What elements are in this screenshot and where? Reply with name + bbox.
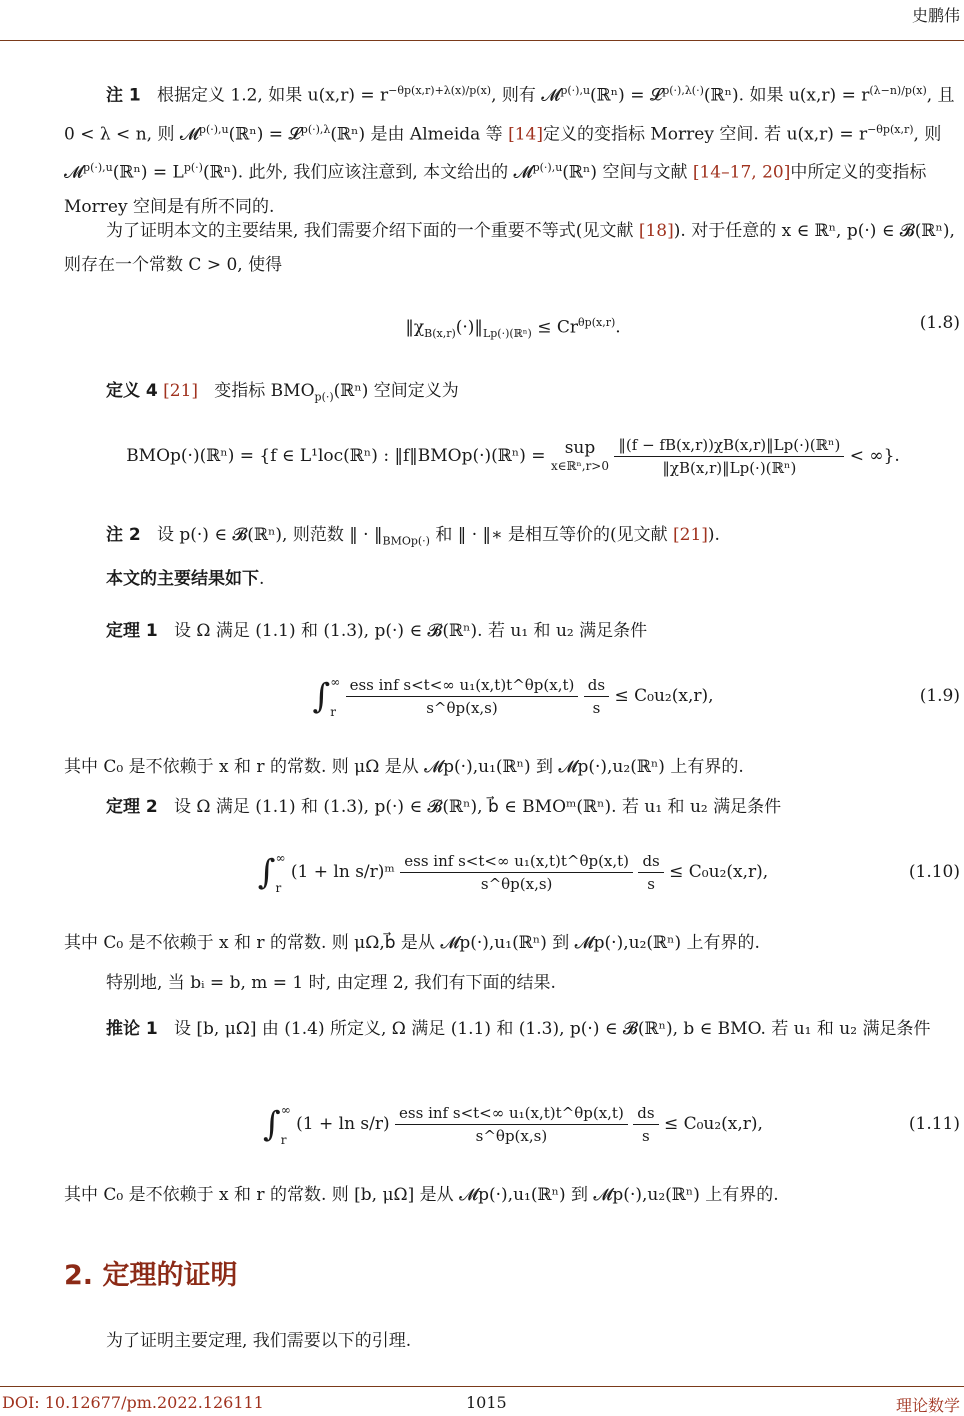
integral-limits <box>330 667 340 727</box>
equation-1-10 <box>64 840 962 910</box>
equation-number: (1.10) <box>908 862 960 882</box>
remark-1-sup-11: p(·),u <box>532 161 563 175</box>
equation-1-9 <box>64 664 962 734</box>
theorem-2-text: 设 Ω 满足 (1.1) 和 (1.3), p(·) ∈ 𝓑(ℝⁿ), b⃗ ∈ BMOᵐ(ℝⁿ). 若 u₁ 和 u₂ 满足条件 <box>173 797 782 817</box>
definition-4-text-2: (ℝⁿ) 空间定义为 <box>333 381 459 401</box>
equation-1-8 <box>64 308 962 378</box>
equation-bmo-definition <box>64 428 962 492</box>
remark-1-text-8: 定义的变指标 Morrey 空间. 若 u(x,r) = r <box>543 124 868 145</box>
eq111-numerator: ess inf s<t<∞ u₁(x,t)t^θp(x,t) <box>395 1102 628 1125</box>
bmo-sup-sub: x∈ℝⁿ,r>0 <box>550 458 609 473</box>
remark-1-text-2: , 则有 𝓜 <box>491 85 561 106</box>
paragraph-inequality-intro <box>64 214 962 282</box>
footer-page-number: 1015 <box>466 1393 507 1412</box>
conclusion-text: 其中 C₀ 是不依赖于 x 和 r 的常数. 则 μΩ,b⃗ 是从 𝓜p(·),u₁(ℝⁿ) 到 𝓜p(·),u₂(ℝⁿ) 上有界的. <box>64 933 760 953</box>
paragraph-text-2: ). 对于任意的 x ∈ ℝⁿ, p(·) ∈ 𝓑(ℝⁿ), 则存在一个常数 C > 0, 使得 <box>64 221 955 275</box>
equation-number: (1.9) <box>919 686 960 706</box>
eq18-mid: (·)‖ <box>455 317 483 338</box>
eq110-rhs: ≤ C₀u₂(x,r), <box>669 862 769 882</box>
remark-1-sup-5: p(·),u <box>198 122 229 136</box>
bmo-end: < ∞}. <box>849 446 900 466</box>
eq19-rhs: ≤ C₀u₂(x,r), <box>614 686 714 706</box>
integral-upper: ∞ <box>280 1102 291 1117</box>
eq110-denominator: s^θp(x,s) <box>480 875 553 893</box>
remark-1-sup-3: p(·),λ(·) <box>662 84 704 97</box>
section-heading: 2. 定理的证明 <box>64 1260 238 1291</box>
eq18-rhs-sup: θp(x,r) <box>578 316 616 329</box>
remark-1-text-11: (ℝⁿ). 此外, 我们应该注意到, 本文给出的 𝓜 <box>202 162 533 183</box>
remark-2-text-2: 和 ‖ · ‖∗ 是相互等价的(见文献 <box>429 525 673 545</box>
eq110-ds-fraction <box>638 850 663 895</box>
corollary-1-label: 推论 1 <box>106 1019 158 1039</box>
equation-number: (1.8) <box>919 313 960 333</box>
remark-2-sub: BMOp(·) <box>382 534 430 548</box>
eq18-lhs-sub: B(x,r) <box>424 327 456 341</box>
remark-2-text-1: 设 p(·) ∈ 𝓑(ℝⁿ), 则范数 ‖ · ‖ <box>156 525 383 545</box>
eq19-ds: ds <box>584 674 609 697</box>
theorem-1-text: 设 Ω 满足 (1.1) 和 (1.3), p(·) ∈ 𝓑(ℝⁿ). 若 u₁ 和 u₂ 满足条件 <box>173 621 648 641</box>
bmo-numerator: ‖(f − fB(x,r))χB(x,r)‖Lp(·)(ℝⁿ) <box>614 434 844 457</box>
eq19-ds-fraction <box>584 674 609 719</box>
integral-upper: ∞ <box>275 850 286 865</box>
bmo-lhs: BMOp(·)(ℝⁿ) = {f ∈ L¹loc(ℝⁿ) : ‖f‖BMOp(·)(ℝⁿ) = <box>126 446 551 466</box>
integral-lower: r <box>275 880 282 895</box>
integral-lower: r <box>330 704 336 719</box>
theorem-2 <box>64 790 962 824</box>
paragraph-text: 为了证明主要定理, 我们需要以下的引理. <box>106 1331 412 1351</box>
theorem-2-conclusion <box>64 926 962 960</box>
conclusion-text: 其中 C₀ 是不依赖于 x 和 r 的常数. 则 [b, μΩ] 是从 𝓜p(·),u₁(ℝⁿ) 到 𝓜p(·),u₂(ℝⁿ) 上有界的. <box>64 1185 779 1205</box>
integral-sign: ∫ <box>312 676 331 717</box>
definition-4-text: 变指标 BMO <box>214 381 315 401</box>
eq18-mid-sub: Lp(·)(ℝⁿ) <box>482 327 532 341</box>
eq111-ds-fraction <box>633 1102 658 1147</box>
citation-link[interactable]: [21] <box>163 381 199 401</box>
remark-1-text-7: (ℝⁿ) 是由 Almeida 等 <box>330 124 509 145</box>
remark-1-text-1: 根据定义 1.2, 如果 u(x,r) = r <box>156 85 389 106</box>
definition-4 <box>64 374 962 414</box>
theorem-1-conclusion <box>64 750 962 784</box>
eq111-denominator: s^θp(x,s) <box>475 1127 548 1145</box>
citation-link[interactable]: [14] <box>508 124 543 145</box>
remark-2 <box>64 518 962 558</box>
conclusion-text: 其中 C₀ 是不依赖于 x 和 r 的常数. 则 μΩ 是从 𝓜p(·),u₁(ℝⁿ) 到 𝓜p(·),u₂(ℝⁿ) 上有界的. <box>64 757 744 777</box>
equation-number: (1.11) <box>908 1114 960 1134</box>
eq18-lhs: ‖χ <box>405 317 425 338</box>
remark-1 <box>64 74 962 224</box>
eq18-rhs: ≤ Cr <box>531 317 579 338</box>
bmo-sup-operator <box>551 439 609 475</box>
definition-4-sub: p(·) <box>314 390 334 404</box>
paragraph-text-1: 为了证明本文的主要结果, 我们需要介绍下面的一个重要不等式(见文献 <box>106 221 639 241</box>
eq19-numerator: ess inf s<t<∞ u₁(x,t)t^θp(x,t) <box>346 674 579 697</box>
integral-sign: ∫ <box>257 852 276 893</box>
eq111-s: s <box>642 1127 650 1145</box>
footer-journal-name[interactable]: 理论数学 <box>895 1396 960 1415</box>
theorem-2-label: 定理 2 <box>106 797 158 817</box>
equation-1-11 <box>64 1092 962 1162</box>
remark-1-sup-4: (λ−n)/p(x) <box>869 84 927 97</box>
corollary-1-text: 设 [b, μΩ] 由 (1.4) 所定义, Ω 满足 (1.1) 和 (1.3), p(·) ∈ 𝓑(ℝⁿ), b ∈ BMO. 若 u₁ 和 u₂ 满足条件 <box>173 1019 931 1039</box>
remark-1-sup-9: p(·),u <box>83 161 113 175</box>
remark-1-text-10: (ℝⁿ) = L <box>112 162 184 183</box>
main-results-bold: 本文的主要结果如下 <box>106 569 259 589</box>
integral-lower: r <box>280 1132 287 1147</box>
bmo-denominator: ‖χB(x,r)‖Lp(·)(ℝⁿ) <box>662 459 797 477</box>
header-rule <box>0 40 964 41</box>
eq110-fraction <box>400 850 633 895</box>
remark-1-text-6: (ℝⁿ) = 𝓛 <box>228 124 301 145</box>
remark-1-sup-8: −θp(x,r) <box>867 122 914 136</box>
eq111-prefactor: (1 + ln s/r) <box>296 1114 390 1134</box>
remark-2-text-3: ). <box>707 525 720 545</box>
eq111-rhs: ≤ C₀u₂(x,r), <box>663 1114 763 1134</box>
eq110-numerator: ess inf s<t<∞ u₁(x,t)t^θp(x,t) <box>400 850 633 873</box>
eq111-ds: ds <box>633 1102 658 1125</box>
remark-1-text-12: (ℝⁿ) 空间与文献 <box>562 162 693 183</box>
eq110-ds: ds <box>638 850 663 873</box>
main-results-tail: . <box>259 569 265 589</box>
special-case-text: 特别地, 当 bᵢ = b, m = 1 时, 由定理 2, 我们有下面的结果. <box>106 973 556 993</box>
special-case-paragraph <box>64 966 962 1000</box>
remark-1-text-9: , 则 𝓜 <box>64 124 942 183</box>
integral-limits <box>276 843 286 903</box>
eq111-fraction <box>395 1102 628 1147</box>
footer-doi-link[interactable]: DOI: 10.12677/pm.2022.126111 <box>2 1393 264 1412</box>
remark-1-sup-6: p(·),λ <box>300 122 331 136</box>
footer-rule <box>0 1386 964 1387</box>
paragraph-lemma-intro <box>64 1324 962 1358</box>
theorem-1 <box>64 614 962 648</box>
definition-4-label: 定义 4 <box>106 381 158 401</box>
eq19-denominator: s^θp(x,s) <box>426 699 498 717</box>
main-results-intro <box>64 562 962 596</box>
remark-1-text-13: 中所定义的变指标 Morrey 空间是有所不同的. <box>64 162 927 217</box>
remark-1-label: 注 1 <box>106 85 141 106</box>
remark-1-sup-1: −θp(x,r)+λ(x)/p(x) <box>388 84 492 97</box>
header-author: 史鹏伟 <box>911 6 960 25</box>
remark-1-sup-10: p(·) <box>183 161 203 175</box>
bmo-fraction <box>614 434 844 479</box>
eq18-end: . <box>615 317 621 338</box>
remark-1-text-5: , 且 0 < λ < n, 则 𝓜 <box>64 85 955 145</box>
corollary-1-conclusion <box>64 1178 962 1212</box>
bmo-sup-text: sup <box>564 437 596 458</box>
integral-limits <box>281 1095 291 1155</box>
integral-upper: ∞ <box>330 674 341 689</box>
citation-link[interactable]: [14–17, 20] <box>692 162 791 183</box>
eq19-fraction <box>346 674 579 719</box>
remark-1-text-4: (ℝⁿ). 如果 u(x,r) = r <box>703 85 870 106</box>
page-header <box>0 0 964 42</box>
eq19-s: s <box>592 699 601 717</box>
corollary-1 <box>64 1012 962 1046</box>
integral-sign: ∫ <box>263 1104 281 1145</box>
citation-link[interactable]: [21] <box>673 525 708 545</box>
remark-1-text-3: (ℝⁿ) = 𝓛 <box>590 85 663 106</box>
remark-2-label: 注 2 <box>106 525 141 545</box>
citation-link[interactable]: [18] <box>638 221 674 241</box>
theorem-1-label: 定理 1 <box>106 621 158 641</box>
remark-1-sup-2: p(·),u <box>560 84 591 97</box>
eq110-prefactor: (1 + ln s/r)ᵐ <box>290 862 395 882</box>
eq110-s: s <box>647 875 655 893</box>
